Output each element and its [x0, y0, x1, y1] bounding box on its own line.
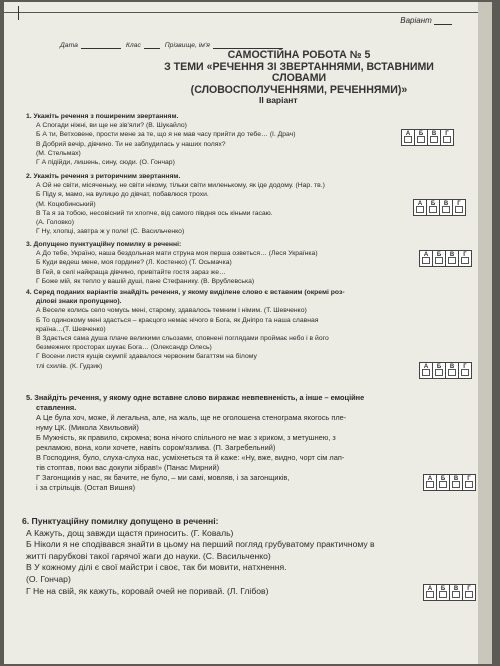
- task-option: і за стрільців. (Остап Вишня): [36, 483, 136, 492]
- answer-cell[interactable]: В: [449, 474, 463, 491]
- task-option: Б А ти, Ветховене, прости мене за те, що я не мав часу прийти до тебе… (І. Драч): [36, 131, 296, 139]
- task-option: Б То одинокому мені здасться – краєцого немає нічого в Бога, як Дніпро та наша славная: [36, 316, 319, 324]
- variant-field: [400, 16, 452, 25]
- answer-cell[interactable]: Г: [462, 584, 476, 601]
- task-option: Б Піду я, мамо, на вулицю до дівчат, побавлюся трохи.: [36, 191, 209, 199]
- answer-cell[interactable]: Б: [432, 362, 446, 379]
- answer-cell[interactable]: Б: [426, 199, 440, 216]
- variant-label: Варіант: [400, 16, 432, 25]
- worksheet-page: [4, 2, 492, 664]
- answer-cell[interactable]: Б: [436, 584, 450, 601]
- name-blank: [213, 42, 283, 49]
- answer-cell[interactable]: А: [413, 199, 427, 216]
- task-option: А Спогади ніжні, ви ще не зів'яли? (В. Шукайло): [36, 122, 187, 130]
- student-info-row: [60, 42, 286, 49]
- answer-cell[interactable]: Г: [440, 129, 454, 146]
- answer-cell[interactable]: А: [419, 362, 433, 379]
- answer-cell[interactable]: Г: [452, 199, 466, 216]
- task-question-cont: ставлення.: [36, 403, 77, 412]
- task-option: А До тебе, Україно, наша бездольная мати струна моя перша озветься… (Леся Українка): [36, 250, 318, 258]
- task-6: [22, 516, 472, 597]
- answer-grid-3: [420, 250, 472, 267]
- task-option: Г Ну, хлопці, завтра ж у поле! (С. Васильченко): [36, 228, 185, 236]
- answer-cell[interactable]: А: [423, 584, 437, 601]
- answer-grid-2: [414, 199, 466, 216]
- answer-grid-5: [424, 474, 476, 491]
- answer-cell[interactable]: Г: [458, 362, 472, 379]
- date-blank: [81, 42, 121, 49]
- task-option: А Ой не світи, місяченьку, не світи нікому, тільки світи миленькому, як іде додому. (Нар. тв.): [36, 182, 325, 190]
- task-question-cont: ділові знаки пропущено).: [36, 298, 122, 306]
- task-option: Г А підійди, лишень, сину, сюди. (О. Гончар): [36, 159, 175, 167]
- task-option: рекламою, вона, коли хочете, навіть сором'язлива. (П. Загребельний): [36, 443, 276, 452]
- answer-grid-1: [402, 129, 454, 146]
- task-4: [26, 288, 476, 371]
- task-option: житті парубкові такої гарячої жаги до науки. (С. Васильченко): [26, 550, 271, 561]
- task-option: А Кажуть, дощ завжди щастя приносить. (Г. Коваль): [26, 527, 234, 538]
- task-option: країна…(Т. Шевченко): [36, 325, 106, 333]
- task-2: [26, 172, 476, 236]
- date-label: Дата: [60, 42, 78, 49]
- task-option: Б Куди ведеш мене, моя гордине? (Л. Костенко) (Т. Осьмачка): [36, 259, 232, 267]
- task-option: А Це була хоч, може, й легальна, але, на жаль, ще не оголошена стенограма якогось пле-: [36, 413, 347, 422]
- task-option: Г Загонщиків у нас, як бачите, не було, – ми самі, мовляв, і за загонщиків,: [36, 473, 290, 482]
- answer-cell[interactable]: В: [449, 584, 463, 601]
- answer-cell[interactable]: А: [423, 474, 437, 491]
- title-line: (СЛОВОСПОЛУЧЕННЯМИ, РЕЧЕННЯМИ)»: [190, 83, 408, 96]
- task-question: 4. Серед поданих варіантів знайдіть речення, у якому виділене слово є вставним (окремі роз-: [26, 289, 345, 296]
- variant-blank: [434, 18, 452, 25]
- answer-cell[interactable]: В: [445, 250, 459, 267]
- task-option: В Здається сама душа плаче великими сльозами, сповнені поглядами проймає небо і в його: [36, 335, 329, 343]
- task-option: Г Боже мій, як тепло у вашій душі, пане Стефанику. (В. Врублевська): [36, 277, 255, 285]
- task-option: Г Восени листя кущів скумпії здавалося червоним багаттям на білому: [36, 353, 257, 361]
- answer-cell[interactable]: Г: [458, 250, 472, 267]
- answer-cell[interactable]: В: [427, 129, 441, 146]
- class-blank: [144, 42, 160, 49]
- task-option: В Гей, в селі найкраща дівчино, привітайте гостя зараз же…: [36, 268, 226, 276]
- title-line: САМОСТІЙНА РОБОТА № 5: [227, 49, 371, 61]
- task-5: [26, 393, 476, 493]
- name-label: Прізвище, ім'я: [164, 42, 210, 49]
- answer-cell[interactable]: Б: [436, 474, 450, 491]
- task-option: тів стоптав, поки вас докупи зібрав!» (Панас Мирний): [36, 463, 220, 472]
- task-option: Б Мужність, як правило, скромна; вона нічого спільного не має з криком, з метушнею, з: [36, 433, 336, 442]
- answer-cell[interactable]: В: [445, 362, 459, 379]
- answer-cell[interactable]: В: [439, 199, 453, 216]
- task-option: тлі схилів. (К. Гудзик): [36, 362, 103, 370]
- task-option: В Та я за тобою, несовісний ти хлопче, від самого півдня ось кіньми гасаю.: [36, 209, 273, 217]
- answer-cell[interactable]: А: [401, 129, 415, 146]
- answer-cell[interactable]: Г: [462, 474, 476, 491]
- task-question: 3. Допущено пунктуаційну помилку в реченні:: [26, 241, 182, 248]
- top-rule: [4, 12, 492, 13]
- task-option: А Веселе колись село чомусь мені, старому, здавалось темним і німим. (Т. Шевченко): [36, 307, 307, 315]
- answer-grid-4: [420, 362, 472, 379]
- task-option: (М. Стельмах): [36, 149, 81, 157]
- task-question: 6. Пунктуаційну помилку допущено в реченні:: [22, 516, 219, 526]
- task-option: Б Ніколи я не сподівався знайти в цьому на перший погляд грубуватому практичному в: [26, 539, 375, 550]
- margin-mark: [18, 6, 19, 20]
- task-option: В У кожному ділі є свої майстри і своє, так би мовити, натхнення.: [26, 562, 287, 573]
- answer-cell[interactable]: А: [419, 250, 433, 267]
- task-option: (О. Гончар): [26, 573, 71, 584]
- task-option: нуму ЦК. (Микола Хвильовий): [36, 423, 139, 432]
- task-option: безмежних просторах шукає Бога… (Олександр Олесь): [36, 344, 212, 352]
- task-question: 1. Укажіть речення з поширеним звертанням.: [26, 113, 179, 120]
- worksheet-title: [144, 50, 454, 96]
- task-option: (М. Коцюбинський): [36, 200, 96, 208]
- binding-edge: [478, 2, 492, 664]
- answer-grid-6: [424, 584, 476, 601]
- task-option: В Господиня, було, слуха-слуха нас, усміхнеться та й каже: «Ну, вже, видно, чорт сім лап-: [36, 453, 345, 462]
- task-option: (А. Головко): [36, 219, 74, 227]
- class-label: Клас: [125, 42, 141, 49]
- task-question: 5. Знайдіть речення, у якому одне вставне слово виражає невпевненість, а інше – емоційне: [26, 393, 365, 402]
- variant-subtitle: II варіант: [259, 95, 298, 105]
- task-option: В Добрий вечір, дівчино. Ти не заблудилась у наших полях?: [36, 140, 226, 148]
- task-option: Г Не на свій, як кажуть, коровай очей не поривай. (Л. Глібов): [26, 585, 269, 596]
- task-question: 2. Укажіть речення з риторичним звертанням.: [26, 173, 181, 180]
- title-line: З ТЕМИ «РЕЧЕННЯ ЗІ ЗВЕРТАННЯМИ, ВСТАВНИМИ СЛОВАМИ: [164, 60, 434, 84]
- task-3: [26, 240, 476, 286]
- answer-cell[interactable]: Б: [432, 250, 446, 267]
- answer-cell[interactable]: Б: [414, 129, 428, 146]
